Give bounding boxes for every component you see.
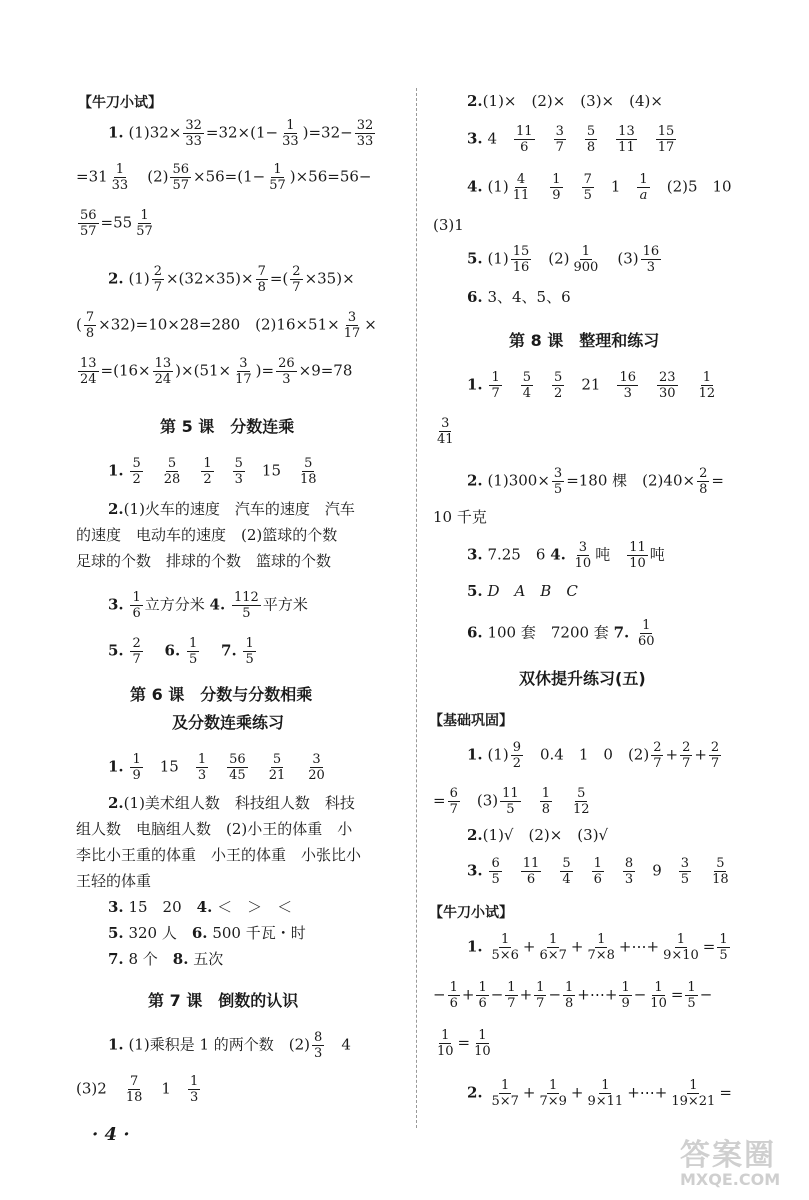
section-tag-practice-2: 【牛刀小试】 — [429, 905, 513, 921]
fraction: $\frac{1}{10}$ — [437, 1028, 454, 1059]
fraction: $\frac{1}{5}$ — [188, 636, 198, 667]
answer-line: 组人数 电脑组人数 (2)小王的体重 小 — [76, 820, 353, 838]
answer-line: − $\frac{1}{6}$ + $\frac{1}{6}$ − $\frac{1}{7}$ + $\frac{1}{7}$ − $\frac{1}{8}$ +⋯+ $\frac{1}{9}$ − $\frac{1}{10}$ = $\frac{1}{5}$ − — [433, 980, 713, 1011]
answer-line: 3. 4 $\frac{11}{6}$ $\frac{3}{7}$ $\frac{5}{8}$ $\frac{13}{11}$ $\frac{15}{17}$ — [467, 124, 675, 155]
fraction: $\frac{1}{33}$ — [282, 118, 299, 149]
fraction: $\frac{3}{17}$ — [343, 310, 361, 341]
fraction: $\frac{1}{a}$ — [639, 172, 648, 203]
fraction: $\frac{7}{5}$ — [583, 172, 592, 203]
fraction: $\frac{1}{7}$ — [507, 980, 516, 1011]
fraction: $\frac{1}{900}$ — [573, 244, 599, 275]
answer-line: 的速度 电动车的速度 (2)篮球的个数 — [76, 526, 338, 544]
fraction: $\frac{23}{30}$ — [659, 370, 676, 401]
answer-line: 5. (1) $\frac{15}{16}$ (2) $\frac{1}{900}$ (3) $\frac{16}{3}$ — [467, 244, 660, 275]
fraction: $\frac{32}{33}$ — [185, 118, 202, 149]
fraction: $\frac{112}{5}$ — [233, 590, 259, 621]
answer-line: 1. $\frac{1}{9}$ 15 $\frac{1}{3}$ $\frac{56}{45}$ $\frac{5}{21}$ $\frac{3}{20}$ — [108, 752, 325, 783]
fraction: $\frac{2}{7}$ — [653, 740, 662, 771]
fraction: $\frac{1}{8}$ — [565, 980, 574, 1011]
answer-line: 足球的个数 排球的个数 篮球的个数 — [76, 552, 332, 570]
fraction: $\frac{9}{2}$ — [512, 740, 521, 771]
answer-line: 2.(1)美术组人数 科技组人数 科技 — [108, 794, 355, 812]
fraction: $\frac{2}{8}$ — [699, 466, 708, 497]
fraction: $\frac{1}{7}$ — [491, 370, 500, 401]
fraction: $\frac{1}{3}$ — [189, 1074, 199, 1105]
answer-line: 2. (1) $\frac{2}{7}$ ×(32×35)× $\frac{7}{8}$ =( $\frac{2}{7}$ ×35)× — [108, 264, 355, 295]
fraction: $\frac{2}{7}$ — [132, 636, 141, 667]
lesson-heading-8: 第 8 课 整理和练习 — [509, 331, 660, 350]
fraction: $\frac{5}{18}$ — [300, 456, 317, 487]
fraction: $\frac{26}{3}$ — [278, 356, 295, 387]
fraction: $\frac{11}{6}$ — [516, 124, 533, 155]
answer-line: 1. (1) $\frac{9}{2}$ 0.4 1 0 (2) $\frac{2}{7}$ + $\frac{2}{7}$ + $\frac{2}{7}$ — [467, 740, 720, 771]
fraction: $\frac{2}{7}$ — [153, 264, 162, 295]
fraction: $\frac{1}{7}$ — [536, 980, 545, 1011]
fraction: $\frac{11}{10}$ — [629, 540, 646, 571]
answer-line: 3. $\frac{6}{5}$ $\frac{11}{6}$ $\frac{5}{4}$ $\frac{1}{6}$ $\frac{8}{3}$ 9 $\frac{3}{5}$ $\frac{5}{18}$ — [467, 856, 729, 887]
answer-line: 3. 15 20 4. ＜ ＞ ＜ — [108, 898, 293, 916]
fraction: $\frac{1}{9}$ — [552, 172, 561, 203]
fraction: $\frac{13}{24}$ — [154, 356, 172, 387]
fraction: $\frac{1}{5}$ — [719, 932, 728, 963]
answer-line: $\frac{1}{10}$ = $\frac{1}{10}$ — [437, 1028, 491, 1059]
fraction: $\frac{15}{17}$ — [657, 124, 675, 155]
fraction: $\frac{6}{5}$ — [491, 856, 500, 887]
lesson-heading-7: 第 7 课 倒数的认识 — [148, 991, 299, 1010]
fraction: $\frac{4}{11}$ — [512, 172, 530, 203]
section-tag-practice: 【牛刀小试】 — [78, 95, 162, 111]
weekend-practice-heading: 双休提升练习(五) — [519, 669, 646, 688]
page-number: · 4 · — [92, 1124, 130, 1145]
answer-line: 3. 7.25 6 4. $\frac{3}{10}$ 吨 $\frac{11}{10}$ 吨 — [467, 540, 665, 571]
fraction: $\frac{1}{60}$ — [638, 618, 655, 649]
answer-line: $\frac{13}{24}$ =(16× $\frac{13}{24}$ )×(51× $\frac{3}{17}$ )= $\frac{26}{3}$ ×9=78 — [80, 356, 353, 387]
fraction: $\frac{5}{4}$ — [562, 856, 571, 887]
fraction: $\frac{5}{3}$ — [234, 456, 243, 487]
answer-line: 10 千克 — [433, 508, 487, 526]
fraction: $\frac{7}{8}$ — [85, 310, 95, 341]
fraction: $\frac{5}{28}$ — [163, 456, 181, 487]
section-tag-basics: 【基础巩固】 — [429, 713, 513, 729]
fraction: $\frac{1}{5\times 7}$ — [491, 1078, 519, 1109]
answer-line: 5. $\frac{2}{7}$ 6. $\frac{1}{5}$ 7. $\frac{1}{5}$ — [108, 636, 254, 667]
fraction: $\frac{1}{12}$ — [698, 370, 716, 401]
answer-line: 1. $\frac{5}{2}$ $\frac{5}{28}$ $\frac{1}{2}$ $\frac{5}{3}$ 15 $\frac{5}{18}$ — [108, 456, 317, 487]
answer-line: = $\frac{6}{7}$ (3) $\frac{11}{5}$ $\frac{1}{8}$ $\frac{5}{12}$ — [433, 786, 590, 817]
answer-line: 7. 8 个 8. 五次 — [108, 950, 224, 968]
fraction: $\frac{8}{3}$ — [314, 1030, 323, 1061]
fraction: $\frac{3}{20}$ — [308, 752, 325, 783]
answer-line: 1. $\frac{1}{7}$ $\frac{5}{4}$ $\frac{5}{2}$ 21 $\frac{16}{3}$ $\frac{23}{30}$ $\frac{1}{12}$ — [467, 370, 716, 401]
fraction: $\frac{15}{16}$ — [512, 244, 530, 275]
answer-line: 6. 100 套 7200 套 7. $\frac{1}{60}$ — [467, 618, 655, 649]
fraction: $\frac{1}{8}$ — [541, 786, 550, 817]
fraction: $\frac{3}{17}$ — [235, 356, 252, 387]
fraction: $\frac{7}{18}$ — [125, 1074, 143, 1105]
fraction: $\frac{7}{8}$ — [257, 264, 266, 295]
lesson-heading-6-sub: 及分数连乘练习 — [172, 713, 285, 732]
lesson-heading-5: 第 5 课 分数连乘 — [160, 417, 295, 436]
answer-line: 王轻的体重 — [76, 872, 152, 890]
answer-line: 2.(1)√ (2)× (3)√ — [467, 826, 609, 844]
fraction: $\frac{1}{5}$ — [687, 980, 696, 1011]
right-column — [415, 0, 809, 1200]
fraction: $\frac{6}{7}$ — [449, 786, 458, 817]
fraction: $\frac{3}{5}$ — [680, 856, 690, 887]
answer-line: (3)2 $\frac{7}{18}$ 1 $\frac{1}{3}$ — [76, 1074, 199, 1105]
lesson-heading-6: 第 6 课 分数与分数相乘 — [130, 685, 313, 704]
fraction: $\frac{1}{10}$ — [474, 1028, 491, 1059]
answer-line: 2. (1)300× $\frac{3}{5}$ =180 棵 (2)40× $\frac{2}{8}$ = — [467, 466, 724, 497]
fraction: $\frac{1}{9}$ — [132, 752, 141, 783]
fraction: $\frac{56}{45}$ — [229, 752, 246, 783]
fraction: $\frac{1}{5\times 6}$ — [491, 932, 519, 963]
fraction: $\frac{1}{9\times 11}$ — [587, 1078, 624, 1109]
fraction: $\frac{3}{5}$ — [553, 466, 563, 497]
fraction: $\frac{5}{4}$ — [522, 370, 532, 401]
fraction: $\frac{5}{2}$ — [554, 370, 563, 401]
answer-line: 2.(1)火车的速度 汽车的速度 汽车 — [108, 500, 355, 518]
fraction: $\frac{16}{3}$ — [619, 370, 636, 401]
fraction: $\frac{1}{6}$ — [132, 590, 141, 621]
fraction: $\frac{11}{6}$ — [522, 856, 540, 887]
fraction: $\frac{5}{8}$ — [586, 124, 596, 155]
fraction: $\frac{16}{3}$ — [642, 244, 660, 275]
answer-line — [433, 416, 458, 447]
fraction: $\frac{1}{7\times 8}$ — [587, 932, 615, 963]
answer-line: 李比小王重的体重 小王的体重 小张比小 — [76, 846, 362, 864]
answer-line: ( $\frac{7}{8}$ ×32)=10×28=280 (2)16×51× $\frac{3}{17}$ × — [76, 310, 377, 341]
fraction: $\frac{1}{9}$ — [621, 980, 630, 1011]
answer-line: 4. (1) $\frac{4}{11}$ $\frac{1}{9}$ $\frac{7}{5}$ 1 $\frac{1}{a}$ (2)5 10 — [467, 172, 732, 203]
answer-line: 1. (1)32× $\frac{32}{33}$ =32×(1− $\frac{1}{33}$ )=32− $\frac{32}{33}$ — [108, 118, 374, 149]
fraction: $\frac{1}{5}$ — [245, 636, 254, 667]
fraction: $\frac{1}{9\times 10}$ — [663, 932, 699, 963]
answer-line: 5. D A B C — [467, 582, 578, 600]
fraction: $\frac{1}{6}$ — [593, 856, 602, 887]
answer-line: =31 $\frac{1}{33}$ (2) $\frac{56}{57}$ ×56=(1− $\frac{1}{57}$ )×56=56− — [76, 162, 372, 193]
fraction: $\frac{1}{57}$ — [269, 162, 286, 193]
fraction: $\frac{2}{7}$ — [292, 264, 301, 295]
answer-line: 6. 3、4、5、6 — [467, 288, 571, 306]
answer-line: 2. $\frac{1}{5\times 7}$ + $\frac{1}{7\times 9}$ + $\frac{1}{9\times 11}$ +⋯+ $\frac{1}{19\times 21}$ = — [467, 1078, 732, 1109]
answer-line: 1. $\frac{1}{5\times 6}$ + $\frac{1}{6\times 7}$ + $\frac{1}{7\times 8}$ +⋯+ $\frac{1}{9\times 10}$ = $\frac{1}{5}$ — [467, 932, 728, 963]
fraction: $\frac{1}{3}$ — [197, 752, 207, 783]
answer-line: 3. $\frac{1}{6}$ 立方分米 4. $\frac{112}{5}$ 平方米 — [108, 590, 308, 621]
fraction: $\frac{13}{24}$ — [80, 356, 97, 387]
fraction: $\frac{1}{6}$ — [478, 980, 487, 1011]
answer-line: (3)1 — [433, 216, 464, 234]
fraction: $\frac{2}{7}$ — [682, 740, 691, 771]
fraction: $\frac{5}{18}$ — [712, 856, 729, 887]
fraction: $\frac{1}{6\times 7}$ — [539, 932, 567, 963]
fraction: $\frac{32}{33}$ — [356, 118, 374, 149]
fraction: $\frac{13}{11}$ — [618, 124, 635, 155]
fraction: $\frac{11}{5}$ — [502, 786, 519, 817]
watermark: 答案圈 MXQE.COM — [680, 1138, 781, 1189]
fraction: $\frac{1}{7\times 9}$ — [539, 1078, 567, 1109]
fraction: $\frac{3}{7}$ — [555, 124, 564, 155]
fraction: $\frac{1}{10}$ — [650, 980, 667, 1011]
fraction: $\frac{1}{19\times 21}$ — [671, 1078, 716, 1109]
fraction: $\frac{8}{3}$ — [624, 856, 634, 887]
fraction: $\frac{3}{41}$ — [437, 416, 454, 447]
fraction: $\frac{5}{21}$ — [268, 752, 286, 783]
fraction: $\frac{1}{33}$ — [111, 162, 129, 193]
answer-line: 2.(1)× (2)× (3)× (4)× — [467, 92, 663, 110]
answer-line: 1. (1)乘积是 1 的两个数 (2) $\frac{8}{3}$ 4 — [108, 1030, 351, 1061]
fraction: $\frac{3}{10}$ — [574, 540, 592, 571]
fraction: $\frac{2}{7}$ — [710, 740, 720, 771]
fraction: $\frac{5}{2}$ — [132, 456, 141, 487]
fraction: $\frac{1}{2}$ — [203, 456, 212, 487]
fraction: $\frac{56}{57}$ — [80, 208, 97, 239]
fraction: $\frac{1}{6}$ — [449, 980, 458, 1011]
fraction: $\frac{1}{57}$ — [136, 208, 153, 239]
answer-line: 5. 320 人 6. 500 千瓦・时 — [108, 924, 306, 942]
answer-line: $\frac{56}{57}$ =55 $\frac{1}{57}$ — [80, 208, 153, 239]
fraction: $\frac{5}{12}$ — [572, 786, 590, 817]
fraction: $\frac{56}{57}$ — [172, 162, 190, 193]
